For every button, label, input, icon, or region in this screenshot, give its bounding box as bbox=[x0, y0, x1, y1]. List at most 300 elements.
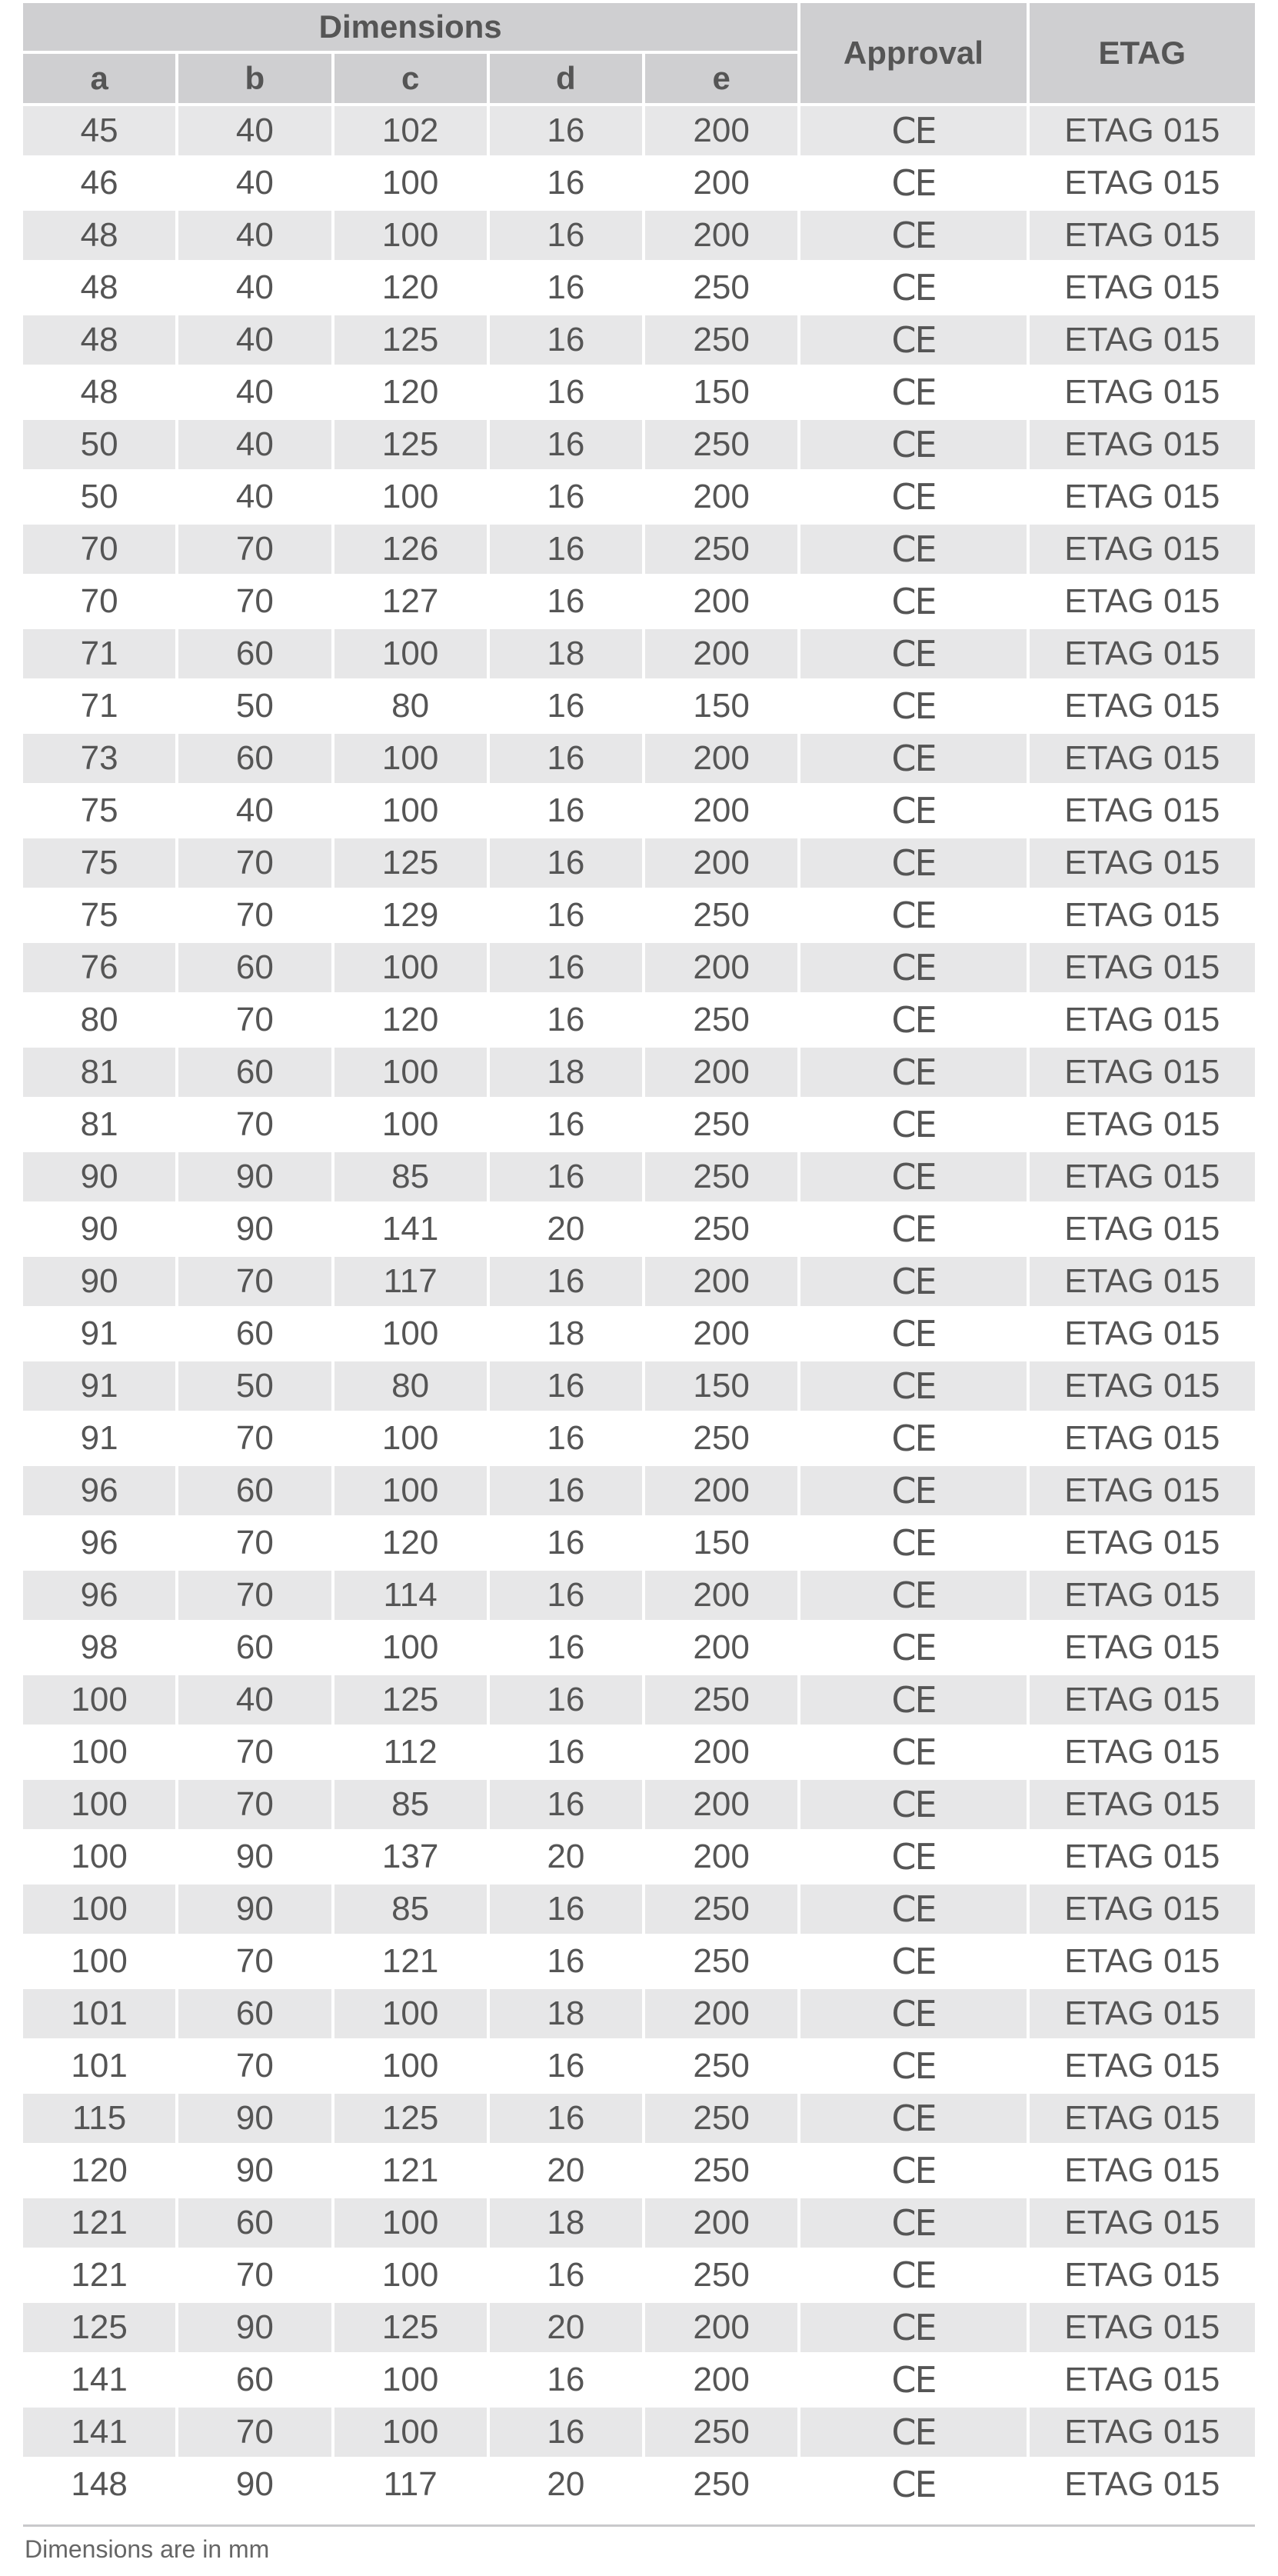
cell-c: 137 bbox=[334, 1832, 487, 1881]
table-row bbox=[23, 943, 1255, 992]
cell-b: 40 bbox=[178, 106, 331, 155]
cell-e: 150 bbox=[645, 368, 797, 417]
table-row bbox=[23, 315, 1255, 365]
cell-etag: ETAG 015 bbox=[1030, 2041, 1255, 2091]
cell-e: 250 bbox=[645, 2041, 797, 2091]
cell-b: 40 bbox=[178, 315, 331, 365]
cell-d: 16 bbox=[490, 2094, 642, 2143]
table-row bbox=[23, 2198, 1255, 2248]
ce-mark-icon: CE bbox=[800, 1257, 1026, 1306]
cell-a: 100 bbox=[23, 1675, 175, 1725]
cell-etag: ETAG 015 bbox=[1030, 838, 1255, 888]
table-row bbox=[23, 2094, 1255, 2143]
cell-c: 100 bbox=[334, 629, 487, 678]
cell-b: 60 bbox=[178, 2355, 331, 2404]
cell-a: 96 bbox=[23, 1571, 175, 1620]
cell-etag: ETAG 015 bbox=[1030, 577, 1255, 626]
column-header-d: d bbox=[490, 54, 642, 103]
ce-mark-icon: CE bbox=[800, 2146, 1026, 2195]
cell-e: 250 bbox=[645, 1414, 797, 1463]
ce-mark-icon: CE bbox=[800, 1623, 1026, 1672]
cell-d: 16 bbox=[490, 1100, 642, 1149]
cell-b: 90 bbox=[178, 2146, 331, 2195]
cell-c: 100 bbox=[334, 1048, 487, 1097]
cell-c: 100 bbox=[334, 1989, 487, 2038]
cell-d: 16 bbox=[490, 1937, 642, 1986]
ce-mark-icon: CE bbox=[800, 1152, 1026, 1201]
cell-c: 127 bbox=[334, 577, 487, 626]
cell-a: 50 bbox=[23, 420, 175, 469]
table-row bbox=[23, 525, 1255, 574]
cell-c: 80 bbox=[334, 681, 487, 731]
cell-e: 250 bbox=[645, 263, 797, 312]
cell-b: 50 bbox=[178, 681, 331, 731]
cell-a: 48 bbox=[23, 211, 175, 260]
cell-a: 100 bbox=[23, 1780, 175, 1829]
cell-c: 85 bbox=[334, 1780, 487, 1829]
cell-e: 200 bbox=[645, 1728, 797, 1777]
cell-d: 16 bbox=[490, 2041, 642, 2091]
table-row bbox=[23, 1832, 1255, 1881]
approval-header: Approval bbox=[800, 3, 1026, 103]
cell-etag: ETAG 015 bbox=[1030, 1937, 1255, 1986]
cell-b: 70 bbox=[178, 525, 331, 574]
cell-c: 121 bbox=[334, 2146, 487, 2195]
table-row bbox=[23, 1100, 1255, 1149]
cell-e: 250 bbox=[645, 1675, 797, 1725]
cell-etag: ETAG 015 bbox=[1030, 786, 1255, 835]
cell-b: 70 bbox=[178, 1414, 331, 1463]
ce-mark-icon: CE bbox=[800, 1518, 1026, 1568]
cell-etag: ETAG 015 bbox=[1030, 1152, 1255, 1201]
cell-d: 20 bbox=[490, 1205, 642, 1254]
cell-e: 200 bbox=[645, 1257, 797, 1306]
cell-b: 70 bbox=[178, 2251, 331, 2300]
cell-a: 100 bbox=[23, 1832, 175, 1881]
cell-a: 96 bbox=[23, 1466, 175, 1515]
cell-etag: ETAG 015 bbox=[1030, 2460, 1255, 2509]
cell-d: 16 bbox=[490, 1571, 642, 1620]
cell-e: 200 bbox=[645, 1832, 797, 1881]
cell-a: 120 bbox=[23, 2146, 175, 2195]
cell-e: 200 bbox=[645, 1048, 797, 1097]
cell-etag: ETAG 015 bbox=[1030, 2355, 1255, 2404]
dimensions-group-header: Dimensions bbox=[23, 3, 797, 51]
ce-mark-icon: CE bbox=[800, 2408, 1026, 2457]
ce-mark-icon: CE bbox=[800, 786, 1026, 835]
cell-e: 250 bbox=[645, 1100, 797, 1149]
table-row bbox=[23, 1675, 1255, 1725]
table-row bbox=[23, 420, 1255, 469]
cell-a: 73 bbox=[23, 734, 175, 783]
cell-e: 150 bbox=[645, 1518, 797, 1568]
cell-b: 70 bbox=[178, 838, 331, 888]
table-row bbox=[23, 1518, 1255, 1568]
cell-d: 16 bbox=[490, 838, 642, 888]
ce-mark-icon: CE bbox=[800, 2041, 1026, 2091]
cell-etag: ETAG 015 bbox=[1030, 1257, 1255, 1306]
cell-etag: ETAG 015 bbox=[1030, 525, 1255, 574]
cell-a: 80 bbox=[23, 995, 175, 1045]
cell-d: 16 bbox=[490, 472, 642, 522]
column-header-e: e bbox=[645, 54, 797, 103]
ce-mark-icon: CE bbox=[800, 2198, 1026, 2248]
ce-mark-icon: CE bbox=[800, 1466, 1026, 1515]
cell-b: 90 bbox=[178, 1205, 331, 1254]
cell-c: 100 bbox=[334, 943, 487, 992]
cell-e: 200 bbox=[645, 1309, 797, 1358]
cell-b: 60 bbox=[178, 1623, 331, 1672]
cell-b: 40 bbox=[178, 420, 331, 469]
cell-a: 100 bbox=[23, 1885, 175, 1934]
table-body bbox=[23, 106, 1255, 2509]
cell-etag: ETAG 015 bbox=[1030, 315, 1255, 365]
cell-d: 18 bbox=[490, 2198, 642, 2248]
cell-d: 16 bbox=[490, 1152, 642, 1201]
cell-etag: ETAG 015 bbox=[1030, 1623, 1255, 1672]
cell-b: 70 bbox=[178, 1257, 331, 1306]
cell-b: 70 bbox=[178, 891, 331, 940]
cell-etag: ETAG 015 bbox=[1030, 2146, 1255, 2195]
cell-e: 200 bbox=[645, 943, 797, 992]
table-row bbox=[23, 368, 1255, 417]
cell-c: 102 bbox=[334, 106, 487, 155]
table-row bbox=[23, 211, 1255, 260]
cell-a: 91 bbox=[23, 1361, 175, 1411]
cell-e: 200 bbox=[645, 2198, 797, 2248]
ce-mark-icon: CE bbox=[800, 681, 1026, 731]
table-row bbox=[23, 1152, 1255, 1201]
cell-c: 114 bbox=[334, 1571, 487, 1620]
cell-b: 70 bbox=[178, 2041, 331, 2091]
cell-e: 250 bbox=[645, 525, 797, 574]
cell-a: 70 bbox=[23, 525, 175, 574]
table-row bbox=[23, 2408, 1255, 2457]
cell-e: 200 bbox=[645, 1571, 797, 1620]
cell-a: 70 bbox=[23, 577, 175, 626]
cell-b: 70 bbox=[178, 1937, 331, 1986]
cell-d: 16 bbox=[490, 2408, 642, 2457]
cell-d: 16 bbox=[490, 420, 642, 469]
cell-b: 60 bbox=[178, 1466, 331, 1515]
cell-e: 200 bbox=[645, 1780, 797, 1829]
cell-b: 70 bbox=[178, 577, 331, 626]
ce-mark-icon: CE bbox=[800, 1675, 1026, 1725]
cell-d: 16 bbox=[490, 1414, 642, 1463]
cell-d: 16 bbox=[490, 1675, 642, 1725]
cell-d: 16 bbox=[490, 315, 642, 365]
ce-mark-icon: CE bbox=[800, 2355, 1026, 2404]
cell-c: 100 bbox=[334, 2251, 487, 2300]
cell-e: 200 bbox=[645, 786, 797, 835]
cell-c: 100 bbox=[334, 786, 487, 835]
cell-etag: ETAG 015 bbox=[1030, 368, 1255, 417]
cell-etag: ETAG 015 bbox=[1030, 629, 1255, 678]
cell-etag: ETAG 015 bbox=[1030, 1205, 1255, 1254]
cell-b: 90 bbox=[178, 1885, 331, 1934]
cell-a: 90 bbox=[23, 1152, 175, 1201]
cell-a: 115 bbox=[23, 2094, 175, 2143]
ce-mark-icon: CE bbox=[800, 2251, 1026, 2300]
cell-b: 70 bbox=[178, 1571, 331, 1620]
cell-a: 101 bbox=[23, 1989, 175, 2038]
cell-b: 70 bbox=[178, 1518, 331, 1568]
cell-e: 250 bbox=[645, 995, 797, 1045]
cell-etag: ETAG 015 bbox=[1030, 472, 1255, 522]
cell-c: 100 bbox=[334, 1414, 487, 1463]
ce-mark-icon: CE bbox=[800, 1780, 1026, 1829]
cell-c: 100 bbox=[334, 211, 487, 260]
cell-d: 16 bbox=[490, 1885, 642, 1934]
cell-c: 117 bbox=[334, 2460, 487, 2509]
cell-e: 200 bbox=[645, 734, 797, 783]
cell-b: 60 bbox=[178, 2198, 331, 2248]
cell-d: 16 bbox=[490, 681, 642, 731]
cell-d: 16 bbox=[490, 263, 642, 312]
cell-c: 129 bbox=[334, 891, 487, 940]
cell-c: 121 bbox=[334, 1937, 487, 1986]
table-row bbox=[23, 158, 1255, 208]
cell-b: 40 bbox=[178, 211, 331, 260]
cell-d: 16 bbox=[490, 158, 642, 208]
table-row bbox=[23, 1257, 1255, 1306]
cell-c: 141 bbox=[334, 1205, 487, 1254]
etag-header: ETAG bbox=[1030, 3, 1255, 103]
cell-c: 100 bbox=[334, 472, 487, 522]
ce-mark-icon: CE bbox=[800, 734, 1026, 783]
cell-c: 85 bbox=[334, 1152, 487, 1201]
cell-etag: ETAG 015 bbox=[1030, 1048, 1255, 1097]
cell-d: 20 bbox=[490, 2460, 642, 2509]
cell-c: 85 bbox=[334, 1885, 487, 1934]
cell-e: 200 bbox=[645, 211, 797, 260]
ce-mark-icon: CE bbox=[800, 1361, 1026, 1411]
table-row bbox=[23, 263, 1255, 312]
cell-d: 20 bbox=[490, 2146, 642, 2195]
table-row bbox=[23, 2146, 1255, 2195]
cell-c: 100 bbox=[334, 2408, 487, 2457]
cell-a: 121 bbox=[23, 2251, 175, 2300]
ce-mark-icon: CE bbox=[800, 315, 1026, 365]
table-row bbox=[23, 1414, 1255, 1463]
cell-d: 18 bbox=[490, 1989, 642, 2038]
cell-etag: ETAG 015 bbox=[1030, 106, 1255, 155]
ce-mark-icon: CE bbox=[800, 1728, 1026, 1777]
ce-mark-icon: CE bbox=[800, 1989, 1026, 2038]
cell-c: 100 bbox=[334, 734, 487, 783]
cell-e: 250 bbox=[645, 1937, 797, 1986]
cell-e: 250 bbox=[645, 420, 797, 469]
cell-e: 200 bbox=[645, 1623, 797, 1672]
cell-d: 16 bbox=[490, 106, 642, 155]
cell-b: 70 bbox=[178, 995, 331, 1045]
cell-d: 16 bbox=[490, 211, 642, 260]
cell-etag: ETAG 015 bbox=[1030, 1885, 1255, 1934]
cell-c: 125 bbox=[334, 2094, 487, 2143]
table-row bbox=[23, 838, 1255, 888]
cell-c: 125 bbox=[334, 838, 487, 888]
ce-mark-icon: CE bbox=[800, 891, 1026, 940]
ce-mark-icon: CE bbox=[800, 158, 1026, 208]
cell-b: 90 bbox=[178, 1152, 331, 1201]
cell-e: 150 bbox=[645, 1361, 797, 1411]
cell-etag: ETAG 015 bbox=[1030, 2094, 1255, 2143]
ce-mark-icon: CE bbox=[800, 629, 1026, 678]
cell-e: 200 bbox=[645, 1989, 797, 2038]
column-header-c: c bbox=[334, 54, 487, 103]
cell-a: 76 bbox=[23, 943, 175, 992]
cell-d: 16 bbox=[490, 786, 642, 835]
cell-e: 250 bbox=[645, 2146, 797, 2195]
cell-etag: ETAG 015 bbox=[1030, 734, 1255, 783]
cell-e: 200 bbox=[645, 838, 797, 888]
cell-e: 250 bbox=[645, 891, 797, 940]
cell-d: 18 bbox=[490, 1309, 642, 1358]
cell-e: 250 bbox=[645, 2094, 797, 2143]
cell-a: 91 bbox=[23, 1309, 175, 1358]
ce-mark-icon: CE bbox=[800, 211, 1026, 260]
cell-e: 250 bbox=[645, 2251, 797, 2300]
cell-e: 200 bbox=[645, 2355, 797, 2404]
cell-a: 90 bbox=[23, 1257, 175, 1306]
cell-b: 90 bbox=[178, 2094, 331, 2143]
cell-c: 100 bbox=[334, 1466, 487, 1515]
cell-b: 50 bbox=[178, 1361, 331, 1411]
ce-mark-icon: CE bbox=[800, 368, 1026, 417]
ce-mark-icon: CE bbox=[800, 1937, 1026, 1986]
ce-mark-icon: CE bbox=[800, 1100, 1026, 1149]
cell-c: 80 bbox=[334, 1361, 487, 1411]
cell-etag: ETAG 015 bbox=[1030, 2198, 1255, 2248]
cell-b: 70 bbox=[178, 1780, 331, 1829]
cell-etag: ETAG 015 bbox=[1030, 158, 1255, 208]
cell-d: 16 bbox=[490, 734, 642, 783]
cell-a: 90 bbox=[23, 1205, 175, 1254]
cell-etag: ETAG 015 bbox=[1030, 1466, 1255, 1515]
cell-d: 18 bbox=[490, 629, 642, 678]
cell-etag: ETAG 015 bbox=[1030, 1518, 1255, 1568]
cell-e: 250 bbox=[645, 1205, 797, 1254]
cell-d: 16 bbox=[490, 943, 642, 992]
cell-b: 40 bbox=[178, 786, 331, 835]
cell-b: 40 bbox=[178, 158, 331, 208]
table-row bbox=[23, 1937, 1255, 1986]
ce-mark-icon: CE bbox=[800, 577, 1026, 626]
table-row bbox=[23, 1885, 1255, 1934]
ce-mark-icon: CE bbox=[800, 472, 1026, 522]
table-row bbox=[23, 1989, 1255, 2038]
cell-e: 200 bbox=[645, 472, 797, 522]
cell-e: 250 bbox=[645, 2408, 797, 2457]
cell-a: 50 bbox=[23, 472, 175, 522]
table-row bbox=[23, 106, 1255, 155]
ce-mark-icon: CE bbox=[800, 263, 1026, 312]
cell-c: 120 bbox=[334, 1518, 487, 1568]
cell-b: 60 bbox=[178, 1309, 331, 1358]
cell-etag: ETAG 015 bbox=[1030, 2408, 1255, 2457]
cell-etag: ETAG 015 bbox=[1030, 1100, 1255, 1149]
cell-etag: ETAG 015 bbox=[1030, 1728, 1255, 1777]
column-header-a: a bbox=[23, 54, 175, 103]
cell-b: 40 bbox=[178, 263, 331, 312]
cell-b: 70 bbox=[178, 2408, 331, 2457]
cell-e: 250 bbox=[645, 1152, 797, 1201]
cell-c: 100 bbox=[334, 158, 487, 208]
table-row bbox=[23, 2251, 1255, 2300]
cell-a: 48 bbox=[23, 315, 175, 365]
cell-b: 90 bbox=[178, 2303, 331, 2352]
cell-b: 60 bbox=[178, 943, 331, 992]
cell-etag: ETAG 015 bbox=[1030, 1675, 1255, 1725]
cell-a: 81 bbox=[23, 1048, 175, 1097]
ce-mark-icon: CE bbox=[800, 1205, 1026, 1254]
ce-mark-icon: CE bbox=[800, 838, 1026, 888]
cell-a: 75 bbox=[23, 838, 175, 888]
cell-d: 16 bbox=[490, 1780, 642, 1829]
table-row bbox=[23, 734, 1255, 783]
cell-e: 250 bbox=[645, 2460, 797, 2509]
cell-e: 250 bbox=[645, 315, 797, 365]
cell-c: 125 bbox=[334, 2303, 487, 2352]
cell-etag: ETAG 015 bbox=[1030, 891, 1255, 940]
cell-c: 112 bbox=[334, 1728, 487, 1777]
table-row bbox=[23, 577, 1255, 626]
dimensions-table-container bbox=[23, 0, 1255, 2512]
cell-d: 16 bbox=[490, 1466, 642, 1515]
table-row bbox=[23, 1466, 1255, 1515]
cell-c: 120 bbox=[334, 263, 487, 312]
cell-c: 100 bbox=[334, 2355, 487, 2404]
cell-etag: ETAG 015 bbox=[1030, 1989, 1255, 2038]
cell-a: 100 bbox=[23, 1728, 175, 1777]
cell-c: 100 bbox=[334, 2041, 487, 2091]
cell-a: 75 bbox=[23, 891, 175, 940]
table-row bbox=[23, 2460, 1255, 2509]
cell-etag: ETAG 015 bbox=[1030, 1309, 1255, 1358]
cell-c: 125 bbox=[334, 315, 487, 365]
cell-e: 200 bbox=[645, 577, 797, 626]
cell-d: 16 bbox=[490, 891, 642, 940]
column-header-b: b bbox=[178, 54, 331, 103]
cell-a: 98 bbox=[23, 1623, 175, 1672]
cell-a: 101 bbox=[23, 2041, 175, 2091]
cell-b: 90 bbox=[178, 2460, 331, 2509]
cell-d: 16 bbox=[490, 1257, 642, 1306]
cell-etag: ETAG 015 bbox=[1030, 1832, 1255, 1881]
cell-d: 16 bbox=[490, 525, 642, 574]
cell-d: 16 bbox=[490, 1623, 642, 1672]
table-row bbox=[23, 2303, 1255, 2352]
cell-a: 71 bbox=[23, 681, 175, 731]
ce-mark-icon: CE bbox=[800, 2303, 1026, 2352]
cell-d: 16 bbox=[490, 1728, 642, 1777]
cell-etag: ETAG 015 bbox=[1030, 263, 1255, 312]
table-row bbox=[23, 1361, 1255, 1411]
cell-e: 200 bbox=[645, 1466, 797, 1515]
cell-d: 16 bbox=[490, 995, 642, 1045]
cell-a: 91 bbox=[23, 1414, 175, 1463]
ce-mark-icon: CE bbox=[800, 1048, 1026, 1097]
cell-c: 120 bbox=[334, 368, 487, 417]
cell-d: 16 bbox=[490, 2251, 642, 2300]
cell-c: 100 bbox=[334, 1623, 487, 1672]
cell-c: 100 bbox=[334, 1100, 487, 1149]
cell-d: 16 bbox=[490, 1518, 642, 1568]
ce-mark-icon: CE bbox=[800, 2460, 1026, 2509]
cell-etag: ETAG 015 bbox=[1030, 995, 1255, 1045]
cell-e: 200 bbox=[645, 629, 797, 678]
cell-a: 48 bbox=[23, 368, 175, 417]
